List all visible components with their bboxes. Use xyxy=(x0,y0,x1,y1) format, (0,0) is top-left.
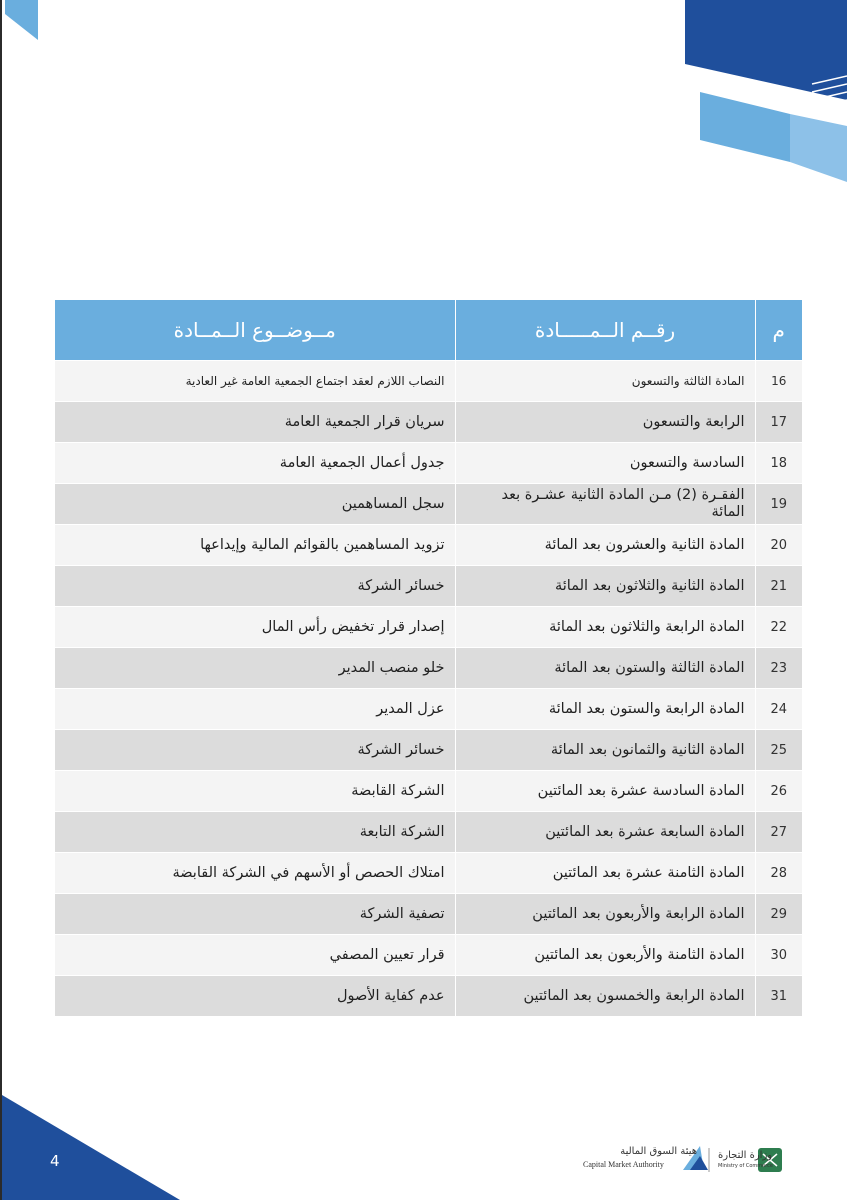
row-article: المادة الرابعة والأربعون بعد المائتين xyxy=(455,894,755,935)
row-number: 28 xyxy=(755,853,802,894)
table-row xyxy=(55,525,802,566)
table-row xyxy=(55,484,802,525)
row-article: المادة الثالثة والستون بعد المائة xyxy=(455,648,755,689)
row-article: الرابعة والتسعون xyxy=(455,402,755,443)
row-number: 20 xyxy=(755,525,802,566)
table-row xyxy=(55,607,802,648)
table-row xyxy=(55,730,802,771)
row-subject: تصفية الشركة xyxy=(55,894,455,935)
cma-logo-english: Capital Market Authority xyxy=(583,1160,664,1169)
row-subject: الشركة القابضة xyxy=(55,771,455,812)
table-row xyxy=(55,812,802,853)
row-number: 27 xyxy=(755,812,802,853)
row-number: 19 xyxy=(755,484,802,525)
top-left-shape xyxy=(5,0,38,40)
bottom-left-shape xyxy=(2,1095,180,1200)
row-subject: سجل المساهمين xyxy=(55,484,455,525)
row-article: المادة الرابعة والثلاثون بعد المائة xyxy=(455,607,755,648)
table-row xyxy=(55,771,802,812)
articles-table xyxy=(55,300,802,1016)
row-article: المادة الرابعة والخمسون بعد المائتين xyxy=(455,976,755,1017)
table-row xyxy=(55,689,802,730)
row-article: المادة السادسة عشرة بعد المائتين xyxy=(455,771,755,812)
row-subject: النصاب اللازم لعقد اجتماع الجمعية العامة غير العادية xyxy=(55,361,455,402)
row-number: 21 xyxy=(755,566,802,607)
row-number: 30 xyxy=(755,935,802,976)
row-subject: إصدار قرار تخفيض رأس المال xyxy=(55,607,455,648)
top-right-shapes xyxy=(685,0,847,182)
row-number: 17 xyxy=(755,402,802,443)
row-subject: سريان قرار الجمعية العامة xyxy=(55,402,455,443)
row-number: 16 xyxy=(755,361,802,402)
row-number: 22 xyxy=(755,607,802,648)
row-number: 24 xyxy=(755,689,802,730)
moc-logo-arabic: وزارة التجارة xyxy=(718,1150,773,1161)
row-number: 25 xyxy=(755,730,802,771)
row-subject: قرار تعيين المصفي xyxy=(55,935,455,976)
row-article: المادة الثانية والعشرون بعد المائة xyxy=(455,525,755,566)
row-article: المادة السابعة عشرة بعد المائتين xyxy=(455,812,755,853)
page-number: 4 xyxy=(50,1152,60,1170)
table-row xyxy=(55,402,802,443)
row-article: الفقـرة (2) مـن المادة الثانية عشـرة بعد المائة xyxy=(455,484,755,525)
row-article: السادسة والتسعون xyxy=(455,443,755,484)
row-subject: خسائر الشركة xyxy=(55,566,455,607)
row-article: المادة الثانية والثمانون بعد المائة xyxy=(455,730,755,771)
row-number: 23 xyxy=(755,648,802,689)
table-row xyxy=(55,853,802,894)
row-article: المادة الرابعة والستون بعد المائة xyxy=(455,689,755,730)
header-article: رقــم الــمـــــادة xyxy=(455,300,755,361)
row-subject: جدول أعمال الجمعية العامة xyxy=(55,443,455,484)
table-header-row xyxy=(55,300,802,361)
table-row xyxy=(55,894,802,935)
header-number: م xyxy=(755,300,802,361)
table-row xyxy=(55,935,802,976)
row-subject: امتلاك الحصص أو الأسهم في الشركة القابضة xyxy=(55,853,455,894)
table-row xyxy=(55,566,802,607)
row-number: 26 xyxy=(755,771,802,812)
table-row xyxy=(55,648,802,689)
header-subject: مــوضــوع الــمــادة xyxy=(55,300,455,361)
row-subject: عزل المدير xyxy=(55,689,455,730)
row-article: المادة الثامنة عشرة بعد المائتين xyxy=(455,853,755,894)
row-article: المادة الثامنة والأربعون بعد المائتين xyxy=(455,935,755,976)
row-subject: خسائر الشركة xyxy=(55,730,455,771)
row-number: 31 xyxy=(755,976,802,1017)
table-row xyxy=(55,976,802,1017)
row-subject: تزويد المساهمين بالقوائم المالية وإيداعها xyxy=(55,525,455,566)
row-number: 29 xyxy=(755,894,802,935)
row-subject: عدم كفاية الأصول xyxy=(55,976,455,1017)
row-subject: الشركة التابعة xyxy=(55,812,455,853)
row-number: 18 xyxy=(755,443,802,484)
moc-logo-english: Ministry of Commerce xyxy=(718,1163,773,1169)
row-article: المادة الثانية والثلاثون بعد المائة xyxy=(455,566,755,607)
table-row xyxy=(55,443,802,484)
cma-logo-arabic: هيئة السوق المالية xyxy=(620,1146,697,1157)
table-row xyxy=(55,361,802,402)
row-subject: خلو منصب المدير xyxy=(55,648,455,689)
row-article: المادة الثالثة والتسعون xyxy=(455,361,755,402)
